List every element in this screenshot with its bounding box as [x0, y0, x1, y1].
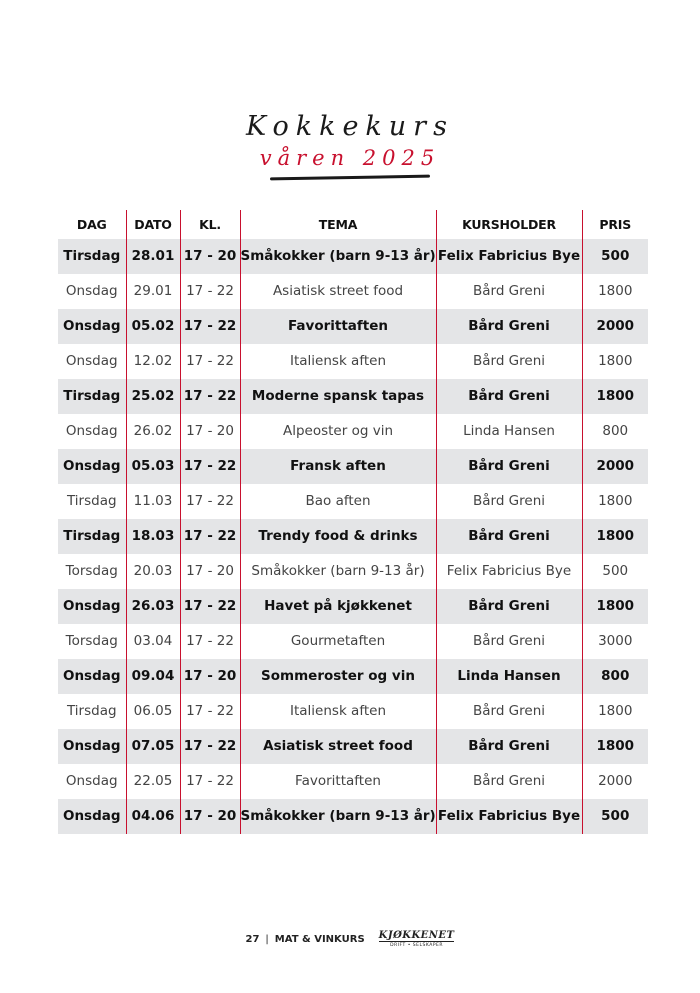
logo-sub-text: DRIFT • SELSKAPER	[390, 943, 443, 948]
day-cell: Onsdag	[58, 589, 126, 624]
day-cell: Onsdag	[58, 309, 126, 344]
instructor-cell: Bård Greni	[436, 729, 582, 764]
date-cell: 12.02	[126, 344, 180, 379]
day-cell: Onsdag	[58, 729, 126, 764]
theme-cell: Favorittaften	[240, 764, 436, 799]
table-row	[58, 659, 648, 694]
day-cell: Tirsdag	[58, 379, 126, 414]
theme-cell: Asiatisk street food	[240, 274, 436, 309]
instructor-cell: Bård Greni	[436, 379, 582, 414]
theme-cell: Fransk aften	[240, 449, 436, 484]
day-cell: Torsdag	[65, 562, 118, 579]
kjokkenet-logo	[379, 930, 455, 948]
date-cell: 07.05	[126, 729, 180, 764]
price-cell: 1800	[582, 589, 648, 624]
theme-cell: Småkokker (barn 9-13 år)	[240, 799, 436, 834]
day-cell: Onsdag	[58, 799, 126, 834]
theme-cell: Moderne spansk tapas	[240, 379, 436, 414]
date-cell: 18.03	[126, 519, 180, 554]
instructor-cell: Bård Greni	[436, 764, 582, 799]
day-cell: Onsdag	[58, 449, 126, 484]
course-schedule-table	[58, 210, 648, 834]
time-cell: 17 - 20	[180, 554, 240, 589]
time-cell: 17 - 22	[180, 624, 240, 659]
price-cell: 2000	[582, 764, 648, 799]
day-cell: Tirsdag	[66, 492, 117, 509]
price-cell: 1800	[582, 274, 648, 309]
time-cell: 17 - 22	[180, 764, 240, 799]
column-header: DATO	[126, 210, 180, 239]
day-cell: Tirsdag	[58, 519, 126, 554]
price-cell: 1800	[582, 519, 648, 554]
table-row	[58, 239, 648, 274]
footer-section: MAT & VINKURS	[274, 933, 365, 945]
table-row	[58, 799, 648, 834]
time-cell: 17 - 20	[180, 414, 240, 449]
page-subtitle: våren 2025	[259, 146, 441, 170]
page-footer	[0, 930, 700, 948]
table-row	[58, 484, 648, 519]
footer-separator: |	[265, 933, 269, 945]
instructor-cell: Bård Greni	[436, 519, 582, 554]
date-cell: 25.02	[126, 379, 180, 414]
instructor-cell: Felix Fabricius Bye	[436, 554, 582, 589]
price-cell: 3000	[582, 624, 648, 659]
theme-cell: Favorittaften	[240, 309, 436, 344]
table-row	[58, 309, 648, 344]
theme-cell: Gourmetaften	[240, 624, 436, 659]
day-cell: Tirsdag	[58, 239, 126, 274]
column-header: PRIS	[582, 210, 648, 239]
theme-cell: Sommeroster og vin	[240, 659, 436, 694]
price-cell: 800	[582, 414, 648, 449]
time-cell: 17 - 22	[180, 694, 240, 729]
table-body	[58, 239, 648, 834]
date-cell: 22.05	[126, 764, 180, 799]
theme-cell: Småkokker (barn 9-13 år)	[240, 239, 436, 274]
time-cell: 17 - 22	[180, 519, 240, 554]
instructor-cell: Bård Greni	[436, 484, 582, 519]
time-cell: 17 - 22	[180, 309, 240, 344]
table-row	[58, 344, 648, 379]
day-cell: Onsdag	[65, 282, 118, 299]
day-cell: Onsdag	[58, 659, 126, 694]
logo-main-text: KJØKKENET	[378, 930, 455, 941]
time-cell: 17 - 22	[180, 589, 240, 624]
theme-cell: Trendy food & drinks	[240, 519, 436, 554]
price-cell: 1800	[582, 729, 648, 764]
date-cell: 26.03	[126, 589, 180, 624]
time-cell: 17 - 22	[180, 274, 240, 309]
price-cell: 800	[582, 659, 648, 694]
theme-cell: Italiensk aften	[240, 694, 436, 729]
theme-cell: Havet på kjøkkenet	[240, 589, 436, 624]
time-cell: 17 - 22	[180, 484, 240, 519]
date-cell: 29.01	[126, 274, 180, 309]
table-row	[58, 624, 648, 659]
time-cell: 17 - 22	[180, 344, 240, 379]
instructor-cell: Bård Greni	[436, 449, 582, 484]
time-cell: 17 - 22	[180, 729, 240, 764]
theme-cell: Asiatisk street food	[240, 729, 436, 764]
day-cell: Onsdag	[65, 772, 118, 789]
title-block	[0, 110, 700, 179]
column-header: DAG	[76, 216, 107, 232]
date-cell: 04.06	[126, 799, 180, 834]
price-cell: 1800	[582, 694, 648, 729]
date-cell: 11.03	[126, 484, 180, 519]
time-cell: 17 - 22	[180, 449, 240, 484]
day-cell: Torsdag	[65, 632, 118, 649]
page-number: 27	[245, 933, 260, 945]
theme-cell: Småkokker (barn 9-13 år)	[240, 554, 436, 589]
date-cell: 05.03	[126, 449, 180, 484]
table-row	[58, 589, 648, 624]
instructor-cell: Bård Greni	[436, 309, 582, 344]
time-cell: 17 - 20	[180, 659, 240, 694]
instructor-cell: Bård Greni	[436, 694, 582, 729]
table-header-row	[58, 210, 648, 239]
table-row	[58, 414, 648, 449]
page-title: Kokkekurs	[246, 111, 454, 142]
instructor-cell: Bård Greni	[436, 624, 582, 659]
price-cell: 2000	[582, 449, 648, 484]
instructor-cell: Felix Fabricius Bye	[436, 239, 582, 274]
theme-cell: Italiensk aften	[240, 344, 436, 379]
price-cell: 500	[582, 799, 648, 834]
day-cell: Onsdag	[65, 352, 118, 369]
price-cell: 2000	[582, 309, 648, 344]
price-cell: 1800	[582, 379, 648, 414]
date-cell: 28.01	[126, 239, 180, 274]
instructor-cell: Linda Hansen	[436, 659, 582, 694]
theme-cell: Bao aften	[240, 484, 436, 519]
price-cell: 1800	[582, 484, 648, 519]
time-cell: 17 - 20	[180, 799, 240, 834]
column-header: KL.	[180, 210, 240, 239]
instructor-cell: Linda Hansen	[436, 414, 582, 449]
table-row	[58, 554, 648, 589]
table-row	[58, 764, 648, 799]
date-cell: 26.02	[126, 414, 180, 449]
table-row	[58, 449, 648, 484]
table-row	[58, 274, 648, 309]
price-cell: 1800	[582, 344, 648, 379]
column-header: TEMA	[240, 210, 436, 239]
time-cell: 17 - 20	[180, 239, 240, 274]
price-cell: 500	[582, 554, 648, 589]
column-header: KURSHOLDER	[436, 210, 582, 239]
theme-cell: Alpeoster og vin	[240, 414, 436, 449]
price-cell: 500	[582, 239, 648, 274]
table-row	[58, 729, 648, 764]
instructor-cell: Bård Greni	[436, 589, 582, 624]
title-underline	[270, 175, 430, 181]
time-cell: 17 - 22	[180, 379, 240, 414]
table-row	[58, 694, 648, 729]
table-row	[58, 519, 648, 554]
date-cell: 20.03	[126, 554, 180, 589]
date-cell: 05.02	[126, 309, 180, 344]
table-row	[58, 379, 648, 414]
day-cell: Tirsdag	[66, 702, 117, 719]
date-cell: 03.04	[126, 624, 180, 659]
day-cell: Onsdag	[65, 422, 118, 439]
instructor-cell: Bård Greni	[436, 274, 582, 309]
date-cell: 06.05	[126, 694, 180, 729]
date-cell: 09.04	[126, 659, 180, 694]
instructor-cell: Felix Fabricius Bye	[436, 799, 582, 834]
instructor-cell: Bård Greni	[436, 344, 582, 379]
